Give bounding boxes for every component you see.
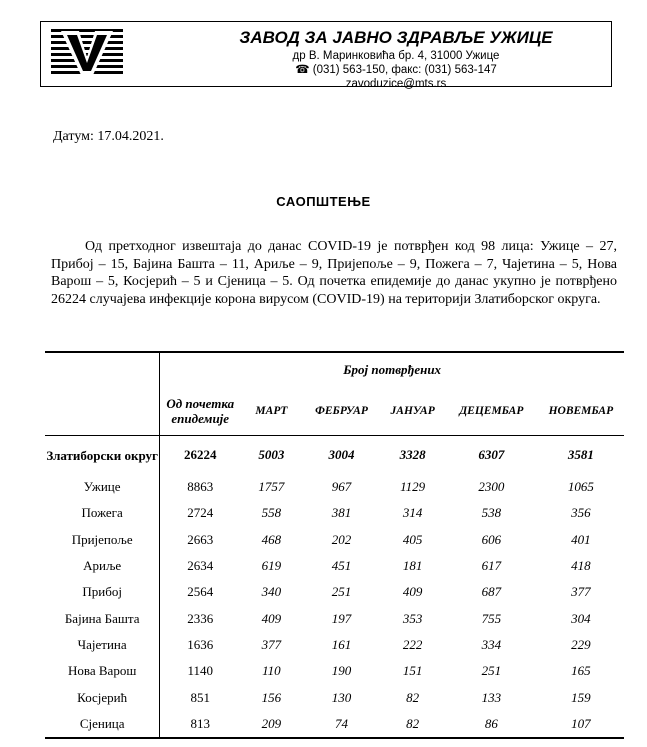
table-cell: 409: [261, 610, 282, 626]
table-cell: 2300: [478, 479, 505, 495]
table-cell: 356: [571, 505, 591, 521]
table-cell: 619: [261, 558, 282, 574]
column-header: ФЕБРУАР: [315, 405, 368, 417]
table-cell: 26224: [183, 447, 217, 462]
municipality-name: Чајетина: [45, 632, 160, 658]
municipality-name: Пожега: [45, 500, 160, 526]
table-cell: 851: [190, 689, 210, 705]
table-cell: 1065: [567, 479, 594, 495]
table-cell: 538: [481, 505, 502, 521]
column-header: ДЕЦЕМБАР: [459, 405, 524, 417]
table-cell: 107: [571, 715, 591, 731]
municipality-name: Сјеница: [45, 711, 160, 738]
table-cell: 967: [331, 479, 352, 495]
table-cell: 353: [402, 610, 423, 626]
table-cell: 617: [481, 558, 502, 574]
phone-fax: ☎ (031) 563-150, факс: (031) 563-147: [295, 64, 497, 76]
table-cell: 202: [331, 531, 352, 547]
table-cell: 3328: [399, 447, 426, 462]
column-header: НОВЕМБАР: [548, 405, 614, 417]
table-cell: 251: [331, 584, 352, 600]
table-cell: 3004: [328, 447, 355, 462]
table-cell: 159: [571, 689, 591, 705]
table-cell: 151: [402, 663, 423, 679]
table-cell: 2336: [187, 610, 214, 626]
table-cell: 1129: [400, 479, 426, 495]
table-row: [45, 474, 624, 500]
table-cell: 304: [571, 610, 591, 626]
table-cell: 197: [331, 610, 352, 626]
email: zavoduzice@mts.rs: [345, 78, 447, 90]
municipality-name: Прибој: [45, 579, 160, 605]
table-cell: 161: [331, 636, 352, 652]
municipality-name: Пријепоље: [45, 527, 160, 553]
table-cell: 156: [261, 689, 282, 705]
municipality-name: Косјерић: [45, 684, 160, 710]
table-row: [45, 500, 624, 526]
municipality-name: Ужице: [45, 474, 160, 500]
column-header: МАРТ: [255, 405, 288, 417]
region-name: Златиборски округ: [45, 436, 160, 475]
column-header: ЈАНУАР: [390, 405, 435, 417]
table-row: [45, 605, 624, 631]
table-cell: 377: [261, 636, 282, 652]
table-cell: 813: [190, 715, 210, 731]
table-cell: 558: [261, 505, 282, 521]
table-cell: 401: [571, 531, 591, 547]
table-cell: 1140: [187, 663, 213, 679]
table-row: [45, 632, 624, 658]
organization-name: ЗАВОД ЗА ЈАВНО ЗДРАВЉЕ УЖИЦЕ: [239, 28, 553, 47]
table-cell: 1757: [258, 479, 285, 495]
table-cell: 209: [261, 715, 282, 731]
table-cell: 451: [331, 558, 352, 574]
table-row: [45, 711, 624, 738]
table-cell: 405: [402, 531, 423, 547]
table-cell: 222: [402, 636, 423, 652]
announcement-paragraph: Од претходног извештаја до данас COVID-19 је потврђен код 98 лица: Ужице – 27, Прибој – 15, Бајина Башта – 11, Ариље – 9, Пријепоље – 9, Пожега – 7, Чајетина – 5, Нова Варош – 5, Косјерић – 5 и Сјеница – 5. Од почетка епидемије до данас укупно је потврђено 26224 случајева инфекције корона вирусом (COVID-19) на територији Златиборског округа.: [51, 239, 617, 307]
table-cell: 5003: [258, 447, 285, 462]
table-cell: 6307: [478, 447, 505, 462]
table-cell: 190: [331, 663, 352, 679]
table-cell: 468: [261, 531, 282, 547]
table-cell: 133: [481, 689, 502, 705]
municipality-name: Бајина Башта: [45, 605, 160, 631]
table-cell: 340: [261, 584, 282, 600]
table-cell: 1636: [187, 636, 214, 652]
table-cell: 251: [481, 663, 502, 679]
table-cell: 130: [331, 689, 352, 705]
letterhead: [40, 21, 612, 90]
address: др В. Маринковића бр. 4, 31000 Ужице: [292, 50, 500, 62]
cases-table: [45, 351, 624, 739]
table-cell: 334: [481, 636, 502, 652]
column-header: Од почетка епидемије: [166, 396, 235, 426]
table-cell: 377: [571, 584, 591, 600]
table-row: [45, 658, 624, 684]
table-cell: 165: [571, 663, 591, 679]
table-cell: 418: [571, 558, 591, 574]
table-cell: 314: [402, 505, 423, 521]
table-row: [45, 553, 624, 579]
table-cell: 2634: [187, 558, 214, 574]
table-cell: 229: [571, 636, 591, 652]
table-cell: 181: [402, 558, 423, 574]
table-cell: 409: [402, 584, 423, 600]
table-cell: 82: [406, 715, 420, 731]
table-row: [45, 684, 624, 710]
table-row: [45, 527, 624, 553]
table-cell: 755: [481, 610, 502, 626]
table-row: [45, 579, 624, 605]
corner-cell: [45, 352, 160, 436]
table-cell: 82: [406, 689, 420, 705]
table-cell: 86: [484, 715, 498, 731]
table-cell: 3581: [567, 447, 594, 462]
document-title: САОПШТЕЊЕ: [276, 194, 371, 209]
table-cell: 74: [334, 715, 348, 731]
table-cell: 110: [262, 663, 281, 679]
document-date: Датум: 17.04.2021.: [53, 129, 164, 144]
table-cell: 8863: [187, 479, 214, 495]
municipality-name: Ариље: [45, 553, 160, 579]
institute-logo-icon: [49, 27, 125, 79]
table-cell: 606: [481, 531, 502, 547]
group-header: Број потврђених: [343, 362, 442, 377]
table-cell: 687: [481, 584, 502, 600]
table-cell: 2724: [187, 505, 214, 521]
table-cell: 2663: [187, 531, 214, 547]
table-cell: 2564: [187, 584, 214, 600]
region-row: [45, 436, 624, 475]
municipality-name: Нова Варош: [45, 658, 160, 684]
table-cell: 381: [331, 505, 352, 521]
